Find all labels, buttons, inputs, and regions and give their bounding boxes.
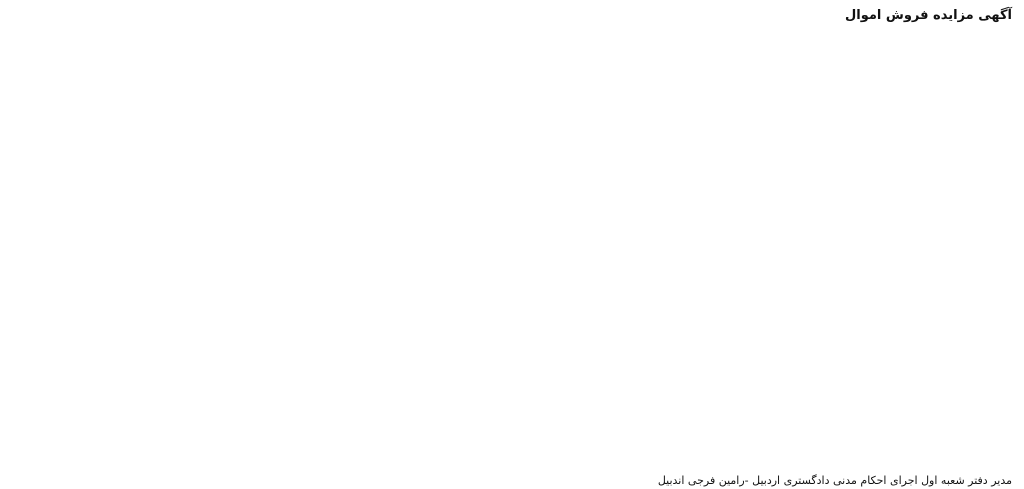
notice-title: آگهی مزایده فروش اموال <box>845 8 1012 23</box>
notice-paragraph-auction-terms <box>12 375 1012 464</box>
auction-notice <box>12 8 1012 487</box>
notice-signature: مدیر دفتر شعبه اول اجرای احکام مدنی دادگستری اردبیل -رامین فرجی اندبیل <box>657 474 1012 487</box>
notice-paragraph-utilities-valuation <box>12 276 1012 365</box>
notice-paragraph-case-details <box>12 32 1012 182</box>
notice-paragraph-inspection <box>12 192 1012 266</box>
